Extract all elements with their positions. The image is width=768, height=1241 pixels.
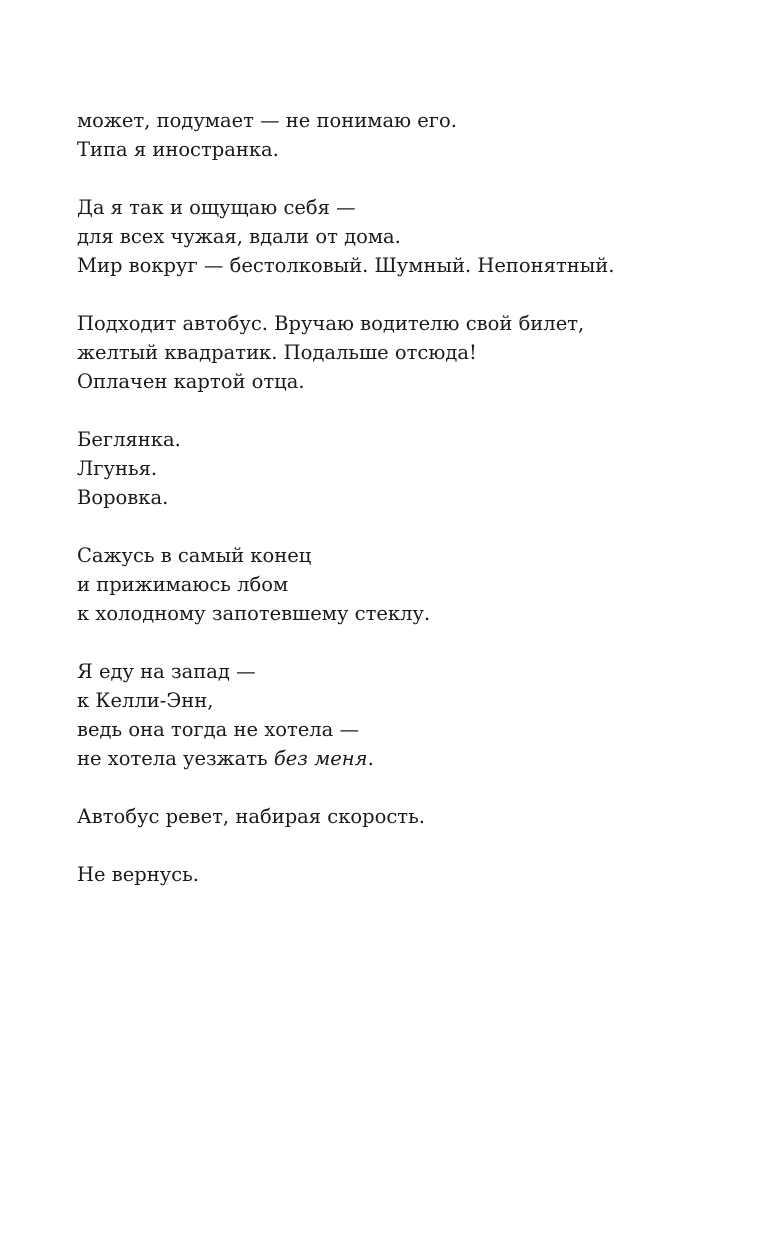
text-line: Типа я иностранка. [77, 138, 279, 161]
stanza-4 [77, 425, 717, 512]
stanza-1 [77, 106, 717, 164]
text-line: и прижимаюсь лбом [77, 573, 289, 596]
text-line: к холодному запотевшему стеклу. [77, 602, 431, 625]
text-line: Я еду на запад — [77, 660, 256, 683]
page-text [77, 106, 717, 918]
text-line-with-emphasis [77, 744, 717, 773]
text-line: Да я так и ощущаю себя — [77, 196, 356, 219]
text-line-suffix: . [367, 747, 374, 770]
text-line: Беглянка. [77, 428, 181, 451]
text-line-prefix: не хотела уезжать [77, 747, 274, 770]
stanza-7 [77, 802, 717, 831]
text-line: Не вернусь. [77, 863, 199, 886]
text-line: Подходит автобус. Вручаю водителю свой билет, [77, 312, 585, 335]
text-line: Лгунья. [77, 457, 158, 480]
stanza-2 [77, 193, 717, 280]
stanza-8 [77, 860, 717, 889]
text-line: Мир вокруг — бестолковый. Шумный. Непонятный. [77, 254, 615, 277]
emphasis-text: без меня [273, 747, 368, 770]
stanza-3 [77, 309, 717, 396]
text-line: к Келли-Энн, [77, 689, 214, 712]
text-line: Сажусь в самый конец [77, 544, 312, 567]
text-line: может, подумает — не понимаю его. [77, 109, 457, 132]
text-line: ведь она тогда не хотела — [77, 718, 359, 741]
text-line: желтый квадратик. Подальше отсюда! [77, 341, 477, 364]
text-line: для всех чужая, вдали от дома. [77, 225, 401, 248]
text-line: Оплачен картой отца. [77, 370, 305, 393]
text-line: Автобус ревет, набирая скорость. [77, 805, 425, 828]
text-line: Воровка. [77, 486, 169, 509]
stanza-5 [77, 541, 717, 628]
stanza-6 [77, 657, 717, 773]
